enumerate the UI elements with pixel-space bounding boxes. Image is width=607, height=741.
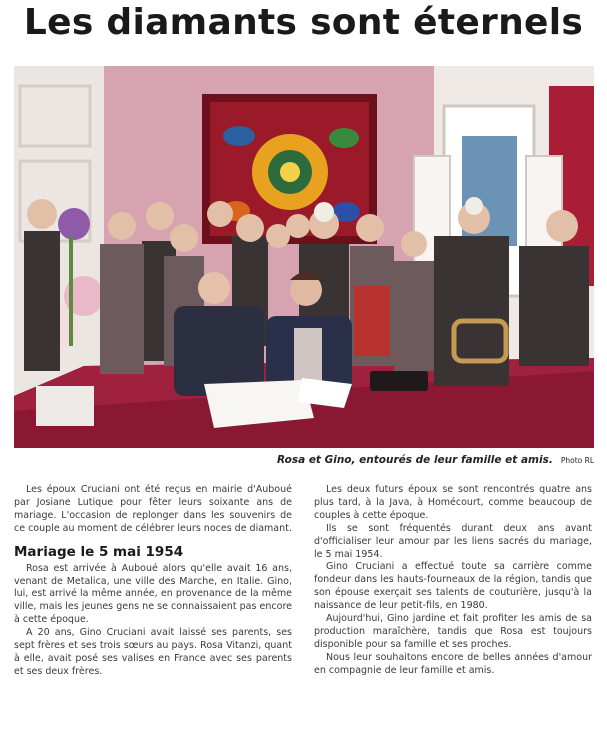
paragraph: Les époux Cruciani ont été reçus en mairie d'Auboué par Josiane Lutique pour fêter leurs soixante ans de mariage. L'occasion de replonger dans les souvenirs de ce couple au moment de célébrer leurs noces de diamant.	[14, 484, 292, 534]
paragraph: Nous leur souhaitons encore de belles années d'amour en compagnie de leur famille et amis.	[314, 651, 592, 676]
headline: Les diamants sont éternels	[23, 2, 584, 43]
subheading: Mariage le 5 mai 1954	[14, 543, 184, 560]
paragraph: Aujourd'hui, Gino jardine et fait profiter les amis de sa production maraîchère, tandis que Rosa est toujours disponible pour sa famille et ses proches.	[314, 613, 592, 650]
photo-caption	[14, 454, 594, 472]
article-left-column	[14, 484, 292, 679]
paragraph: Les deux futurs époux se sont rencontrés quatre ans plus tard, à la Java, à Homécourt, comme beaucoup de couples à cette époque.	[314, 484, 592, 521]
paragraph: A 20 ans, Gino Cruciani avait laissé ses parents, ses sept frères et ses trois sœurs au pays. Rosa Vitanzi, quant à elle, avait posé ses valises en France avec ses parents et ses deux frères.	[14, 627, 292, 677]
article-right-column	[314, 484, 592, 678]
caption-text: Rosa et Gino, entourés de leur famille et amis.	[277, 454, 553, 466]
paragraph: Rosa est arrivée à Auboué alors qu'elle avait 16 ans, venant de Metalica, une ville des Marche, en Italie. Gino, lui, est arrivé la même année, en provenance de la même ville, mais les jeunes gens ne se connaissaient pas encore à cette époque.	[14, 562, 292, 626]
paragraph: Ils se sont fréquentés durant deux ans avant d'officialiser leur amour par les liens sacrés du mariage, le 5 mai 1954.	[314, 522, 592, 560]
group-photo	[14, 66, 594, 448]
paragraph: Gino Cruciani a effectué toute sa carrière comme fondeur dans les hauts-fourneaux de la région, tandis que son épouse exerçait ses talents de couturière, jusqu'à la naissance de leur petit-fils, en 1980.	[314, 561, 592, 612]
photo-credit: Photo RL	[560, 456, 594, 465]
